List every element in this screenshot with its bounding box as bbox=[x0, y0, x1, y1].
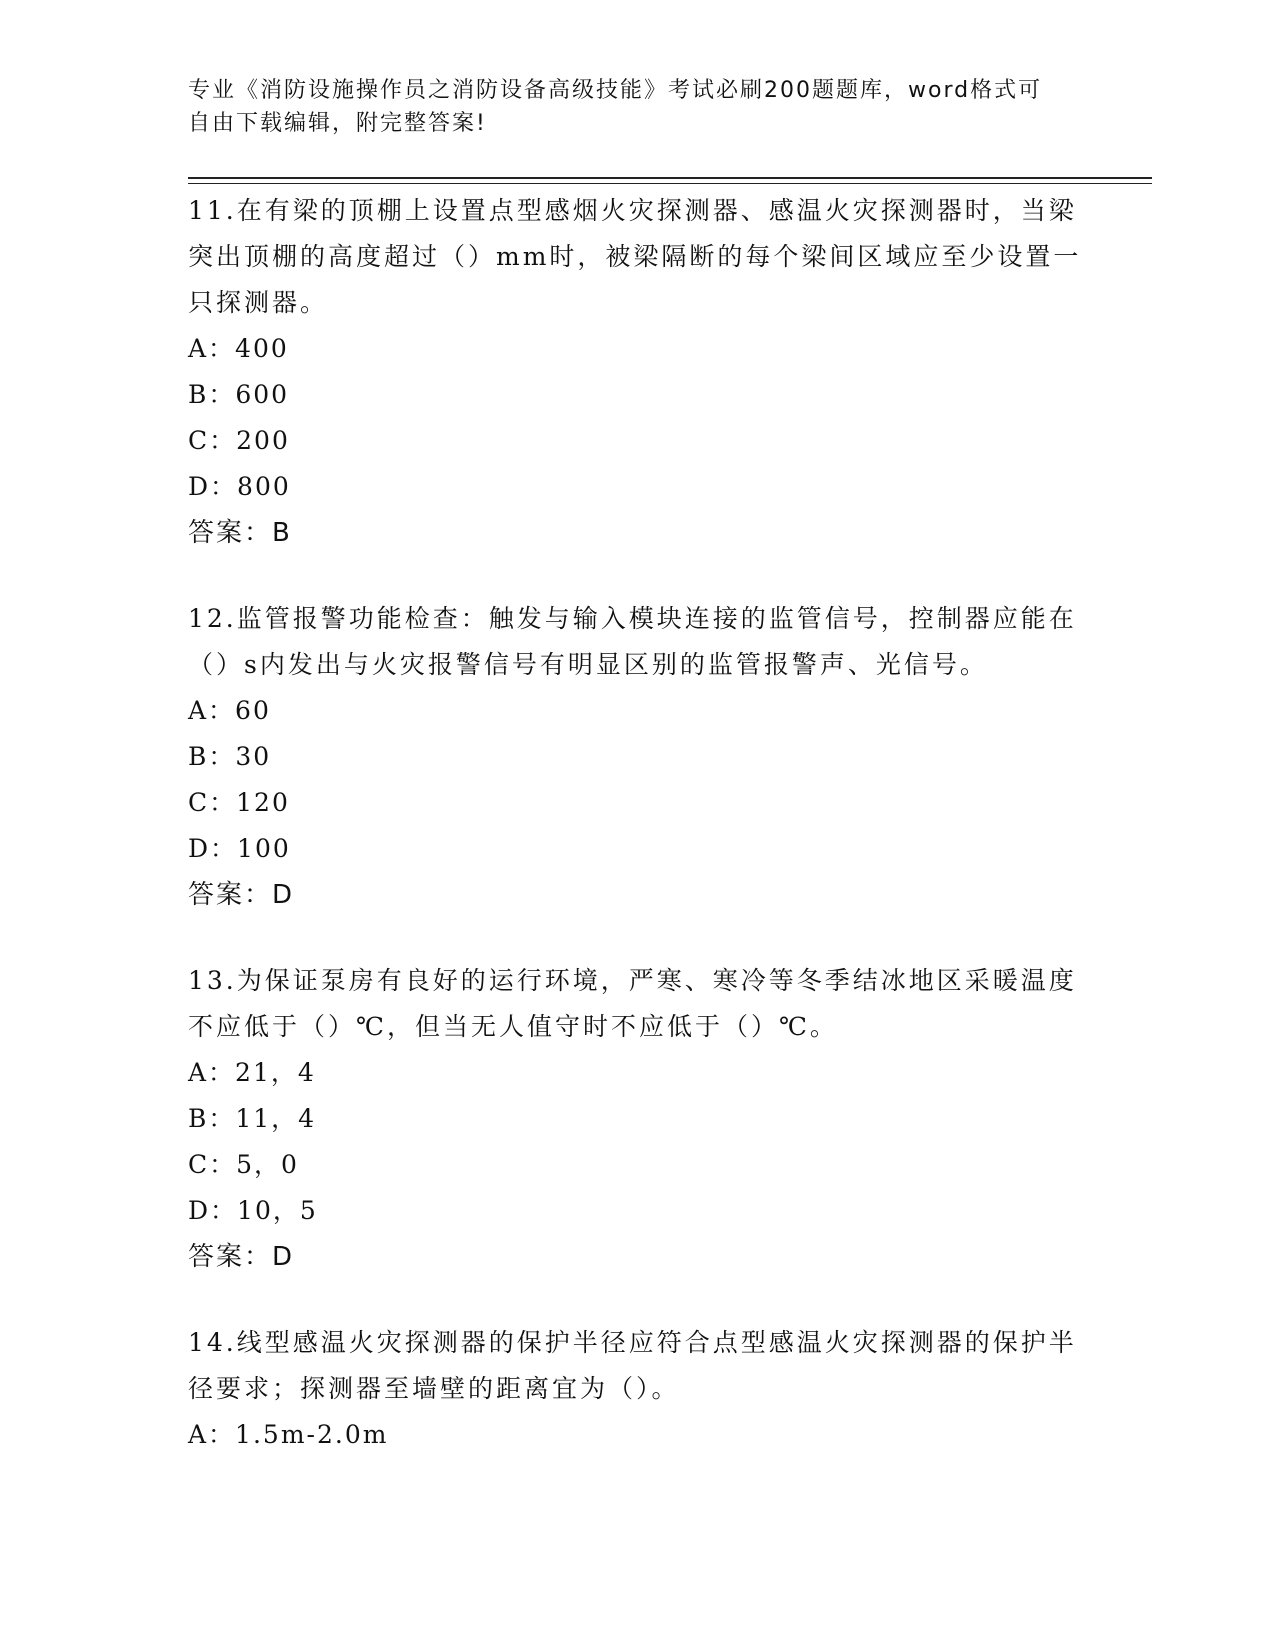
question-text: 14.线型感温火灾探测器的保护半径应符合点型感温火灾探测器的保护半径要求；探测器至墙壁的距离宜为（）。 bbox=[188, 1328, 1077, 1403]
answer-line: 答案：D bbox=[188, 880, 295, 910]
question-text: 11.在有梁的顶棚上设置点型感烟火灾探测器、感温火灾探测器时，当梁突出顶棚的高度超过（）mm时，被梁隔断的每个梁间区域应至少设置一只探测器。 bbox=[188, 196, 1082, 317]
question-11 bbox=[188, 188, 1088, 556]
option-d: D：100 bbox=[188, 834, 291, 863]
option-d: D：10，5 bbox=[188, 1196, 318, 1225]
option-a: A：1.5m-2.0m bbox=[188, 1420, 389, 1449]
option-b: B：11，4 bbox=[188, 1104, 317, 1133]
option-c: C：5，0 bbox=[188, 1150, 299, 1179]
option-a: A：400 bbox=[188, 334, 289, 363]
header-divider-thick bbox=[188, 177, 1152, 179]
question-14 bbox=[188, 1320, 1088, 1458]
document-header bbox=[188, 74, 1068, 140]
option-b: B：30 bbox=[188, 742, 272, 771]
answer-line: 答案：B bbox=[188, 518, 292, 548]
question-text: 12.监管报警功能检查：触发与输入模块连接的监管信号，控制器应能在（）s内发出与火灾报警信号有明显区别的监管报警声、光信号。 bbox=[188, 604, 1077, 679]
option-a: A：21，4 bbox=[188, 1058, 316, 1087]
question-12 bbox=[188, 596, 1088, 918]
answer-line: 答案：D bbox=[188, 1242, 295, 1272]
question-13 bbox=[188, 958, 1088, 1280]
header-divider-thin bbox=[188, 183, 1152, 184]
header-line-1: 专业《消防设施操作员之消防设备高级技能》考试必刷200题题库，word格式可 bbox=[188, 78, 1043, 103]
question-text: 13.为保证泵房有良好的运行环境，严寒、寒冷等冬季结冰地区采暖温度不应低于（）℃，但当无人值守时不应低于（）℃。 bbox=[188, 966, 1077, 1041]
question-list bbox=[188, 188, 1088, 1498]
option-d: D：800 bbox=[188, 472, 291, 501]
header-line-2: 自由下载编辑，附完整答案! bbox=[188, 111, 487, 136]
option-b: B：600 bbox=[188, 380, 290, 409]
option-c: C：200 bbox=[188, 426, 290, 455]
option-a: A：60 bbox=[188, 696, 271, 725]
option-c: C：120 bbox=[188, 788, 290, 817]
